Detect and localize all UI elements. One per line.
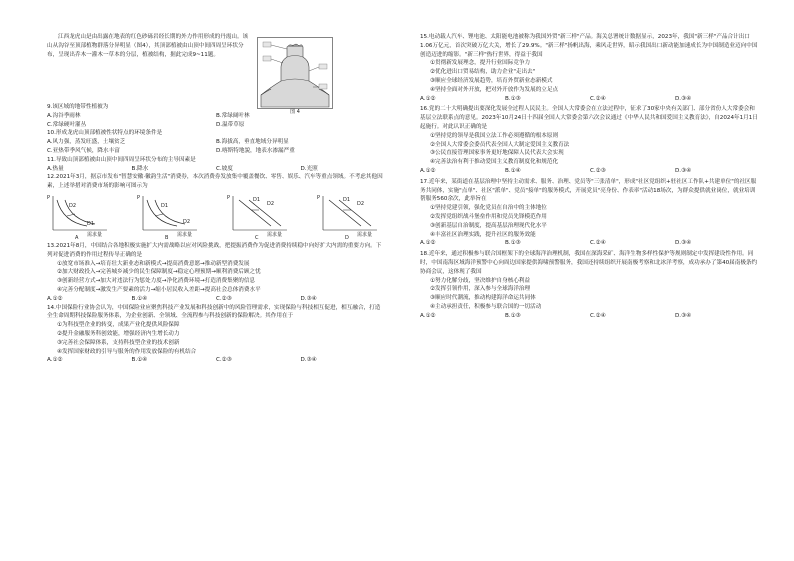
q11-options [47, 165, 385, 174]
q12-c-xlabel: 需求量 [267, 231, 283, 238]
q13-option-a: A.①② [47, 295, 63, 302]
q15-option-d: D.③④ [675, 95, 692, 102]
q13-option-d: D.③④ [300, 295, 317, 302]
q14-stem: 14.中国保险行业协会认为，中国保险业应聚焦科技产业发展和科技创新中的风险管理需求，实现保险与科技相互促进，相互融合，打造全生命周期科技保险服务体系，为企业创新、全领域、全流程参与科技创新的保险解决。其作用在于 [47, 304, 381, 320]
q10-options-row2 [47, 147, 385, 156]
q12-d-letter: D [345, 234, 349, 241]
q12-c-d2: D2 [267, 200, 275, 207]
q11-option-a: A.热量 [47, 165, 64, 172]
q14-option-b: B.①④ [131, 357, 148, 364]
q15-options [420, 95, 760, 104]
q12-a-axis-p: P [47, 194, 51, 201]
q15-option-b: B.①③ [505, 95, 521, 102]
figure-4 [257, 37, 333, 115]
q13-statement-4: ④完善分配制度→激发生产要素的活力→缩小居民收入差距→提高社会总体消费水平 [57, 286, 261, 293]
q13-stem: 13.2021年8月，中国结合各地积极实施扩大内需战略以应对风险挑战，把提振消费作为促进消费持续稳中向好扩大内需的重要方向。下列对促进消费的作用过程传导正确的是 [47, 242, 382, 258]
q9-option-d: D.温带草原 [216, 121, 245, 128]
right-column [420, 33, 760, 321]
q16-option-c: C.②③ [590, 167, 606, 174]
q12-graph-a [47, 194, 115, 240]
q17-option-d: D.③④ [675, 240, 692, 247]
q15-statement-4: ④坚持全面对外开放，把对外开放作为发展的立足点 [430, 86, 559, 93]
q9-option-b: B.常绿阔叶林 [216, 112, 250, 119]
q9-options [47, 112, 385, 121]
q16-statement-3: ③公民直接管理国家事务更好地保障人民代表大会实现 [430, 150, 564, 157]
q12-b-xlabel: 需求量 [177, 231, 193, 238]
q18-options [420, 312, 760, 321]
q15-stem: 15.电动载人汽车、锂电池、太阳能电池被称为我国外贸"新三样"产品。海关总署统计数据显示，2023年，我国"新三样"产品合计出口1.06万亿元，首次突破万亿大关，增长了29.9%。"新三样"扬帆出海，乘风走世界，昭示我国出口新动能加速成长为中国制造业迈向中国创造迈进的缩影。"新三样"热行世界，得益于我国 [420, 34, 758, 58]
q18-stem: 18.近年来，通过积极参与联合国框架下的全球海洋治理机制，我国在深海采矿、海洋生物多样性保护等规则制定中发挥建设性作用。同时，中国南海区域海洋预警中心向周边国家提供海啸预警服务，我国还持续组织开展南极考察和北冰洋考察，成功承办了第40届南极条约协商会议，这体现了我国 [420, 251, 758, 275]
q13-option-c: C.②③ [216, 295, 232, 302]
q12-c-d1: D1 [253, 196, 261, 203]
q12-d-d1: D1 [343, 196, 351, 203]
q16-options [420, 167, 760, 176]
q16-option-b: B.①④ [505, 167, 521, 174]
q18-statement-2: ②发挥引领作用，深入参与全球海洋治理 [430, 286, 531, 293]
q18-statement-3: ③顺应时代潮流，推动构建海洋命运共同体 [430, 295, 536, 302]
q18-statement-1: ①努力化解分歧，坚决维护自身核心利益 [430, 277, 531, 284]
q12-b-d1: D1 [161, 202, 169, 209]
q12-a-xlabel: 需求量 [87, 231, 103, 238]
q9-option-a: A.沟谷季雨林 [47, 112, 81, 119]
q18-option-d: D.③④ [675, 312, 692, 319]
q15-statement-3: ③顺应全球经济发展趋势，培育外贸新业态新模式 [430, 77, 553, 84]
q12-a-letter: A [75, 234, 79, 241]
q10-option-a: A.风力强，蒸发旺盛，土壤贫乏 [47, 139, 126, 146]
q14-options [47, 356, 385, 365]
left-column [47, 33, 385, 365]
q16-statement-2: ②全国人大常委会委员代表全国人大制定爱国主义教育法 [430, 141, 570, 148]
intro-paragraph: 江西龙虎山是由出露在地表的红色砂砾岩经长期的外力作用形成的丹霞山。该山从沟谷至顶部植物群落分异明显（图4），其顶部植被由山顶中间四周呈环状分布，呈现出乔木一灌木一草本的分层，植被结构，据此完成9~11题。 [47, 34, 249, 58]
q14-statement-1: ①为科技型企业的转变，成果产业化提供风险保障 [57, 322, 180, 329]
q9-options-row2 [47, 121, 385, 130]
q18-statement-4: ④主动承担责任，积极参与联合国的一切活动 [430, 303, 542, 310]
q12-d-xlabel: 需求量 [357, 231, 373, 238]
q11-option-d: D.光照 [300, 165, 318, 172]
q17-statement-1: ①坚持党建引领，强化党员在自治中的主体地位 [430, 205, 547, 212]
q17-stem: 17.近年来，某街道在基层治理中坚持主动需求、服务、治理、党员等"三张清单"，形成"社区党组织+驻社区工作队+共建单位"的社区服务共同体，实施"点单"、社区"派单"、党员"接单"的服务模式，开展党员"亮身份、作表率"活动18场次，为群众提供就业岗位，就业培训帮服务560余次，此举旨在 [420, 178, 757, 203]
q10-option-b: B.海拔高，垂直地域分异明显 [216, 139, 289, 146]
q12-d-axis-p: P [317, 194, 321, 201]
q12-graph-c [227, 194, 295, 240]
q14-option-a: A.①② [47, 357, 63, 364]
q10-stem: 10.形成龙虎山顶部植被性状特点的环境条件是 [47, 130, 163, 137]
figure-caption: 图 4 [290, 109, 300, 116]
q13-statement-3: ③创新经营方式→加大对违法行为惩处力度→净化消费环境→打造消费集聚的信息 [57, 278, 256, 285]
q12-b-axis-p: P [137, 194, 141, 201]
q12-c-axis-p: P [227, 194, 231, 201]
q12-c-letter: C [255, 234, 259, 241]
q15-statement-1: ①贯彻新发展理念，提升行业国际竞争力 [430, 60, 531, 67]
q17-option-c: C.②④ [590, 240, 606, 247]
q13-options [47, 295, 385, 304]
q18-option-c: C.②④ [590, 312, 606, 319]
q12-graph-b [137, 194, 205, 240]
q16-statement-1: ①坚持党的领导是我国立法工作必须遵循的根本原则 [430, 132, 559, 139]
q15-statement-2: ②优化进出口贸易结构，助力企业"走出去" [430, 69, 536, 76]
q18-option-b: B.①③ [505, 312, 521, 319]
q11-option-c: C.坡度 [216, 165, 233, 172]
q14-option-d: D.③④ [300, 357, 317, 364]
q12-graph-d [317, 194, 385, 240]
q16-stem: 16.党的二十大明确提出要深化发展全过程人民民主。全国人大常委会在立法过程中，征求了30家中央有关部门、部分省份人大常委会和基层立法联系点的意见。2023年10月24日十四届全国人大常委会第六次会议通过《中华人民共和国爱国主义教育法》，自2024年1月1日起施行。对此认识正确的是 [420, 106, 758, 130]
q15-option-c: C.②④ [590, 95, 606, 102]
q13-option-b: B.①④ [131, 295, 148, 302]
q10-option-c: C.亚热带季风气候，降水丰富 [47, 147, 120, 154]
q17-statement-4: ④丰富社区治理实践，提升社区的服务效能 [430, 231, 536, 238]
q14-option-c: C.②③ [216, 357, 232, 364]
q12-d-d2: D2 [357, 200, 365, 207]
q9-stem: 9.该区域的地带性植被为 [47, 104, 109, 110]
q11-option-b: B.降水 [131, 165, 149, 172]
q12-a-d2: D2 [69, 202, 77, 209]
q17-options [420, 239, 760, 248]
q16-option-d: D.③④ [675, 167, 692, 174]
q12-graphs [47, 194, 385, 240]
q9-option-c: C.常绿硬叶灌丛 [47, 121, 87, 128]
q13-statement-1: ①放宽市场准入→培育壮大新业态和新模式→提高消费意愿→推动新型消费发展 [57, 260, 250, 267]
q12-b-d2: D2 [183, 218, 191, 225]
q16-option-a: A.①② [420, 167, 436, 174]
q11-stem: 11.导致山顶部植被由山顶中间四周呈环状分布的主导因素是 [47, 156, 196, 163]
q18-option-a: A.①② [420, 312, 436, 319]
q17-option-a: A.①② [420, 240, 436, 247]
q16-statement-4: ④完善法治有利于推动爱国主义教育制度化和规范化 [430, 159, 559, 166]
q12-a-d1: D1 [87, 220, 95, 227]
q14-statement-3: ③完善社会保障体系，支持科技型企业的技术创新 [57, 339, 180, 346]
q13-statement-2: ②加大财政投入→完善城乡减少的民生保障制度→稳定心理预期→顺利消费后顾之忧 [57, 269, 261, 276]
danxia-mountain-illustration [257, 37, 333, 109]
q17-option-b: B.①③ [505, 240, 521, 247]
q12-b-letter: B [165, 234, 169, 241]
q14-statement-2: ②提升金融服务科创效能，增强经济内生增长动力 [57, 330, 180, 337]
q10-option-d: D.喀斯特地貌，地表水渗漏严重 [216, 147, 295, 154]
q12-stem: 12.2021年3月，据京市发布"智慧安徽·徽韵生活"消费券，本次消费券发放集中覆盖餐饮、零售、娱乐、汽车等重点领域。不考虑其他因素，上述举措对消费市场的影响可图示为 [47, 174, 383, 190]
q15-option-a: A.①② [420, 95, 436, 102]
q10-options [47, 138, 385, 147]
q14-statement-4: ④发挥国家财政的引导与服务的作用发放保险的有机结合 [57, 348, 197, 355]
q17-statement-2: ②发挥党组织战斗堡垒作用和党员先锋模范作用 [430, 213, 547, 220]
q17-statement-3: ③创新基层自治制度，提高基层治理现代化水平 [430, 222, 547, 229]
